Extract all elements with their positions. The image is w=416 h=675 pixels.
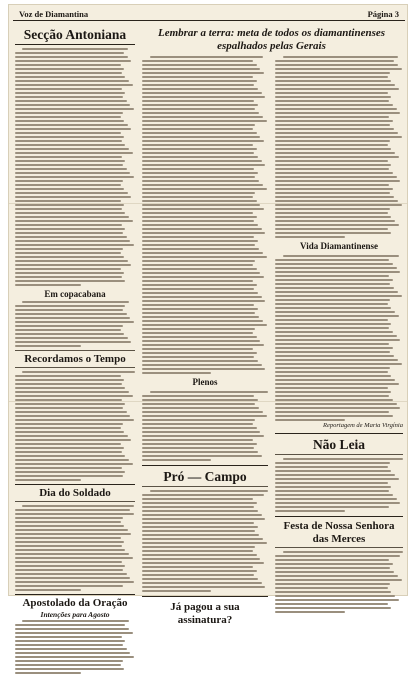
- text-block: [15, 300, 135, 348]
- illegible-text-line: [275, 509, 403, 513]
- text-block: [142, 489, 268, 593]
- heading-apostolado: Apostolado da Oração: [22, 597, 128, 609]
- text-block: [15, 619, 135, 675]
- text-block: [15, 370, 135, 482]
- illegible-text-line: [15, 588, 135, 592]
- heading-recordamos: Recordamos o Tempo: [24, 353, 126, 365]
- illegible-text-line: [275, 235, 403, 239]
- illegible-text-line: [142, 371, 268, 375]
- illegible-text-line: [275, 610, 403, 614]
- column-3: [275, 27, 403, 593]
- text-block: [15, 504, 135, 592]
- heading-seccao-antoniana: Secção Antoniana: [23, 27, 127, 42]
- text-block: [275, 254, 403, 422]
- heading-vida-diamantinense: Vida Diamantinense: [300, 241, 378, 251]
- text-block: [142, 390, 268, 462]
- page-number: Página 3: [367, 9, 399, 19]
- illegible-text-line: [142, 589, 268, 593]
- masthead: [13, 8, 405, 21]
- heading-plenos: Plenos: [192, 377, 218, 387]
- heading-festa-merces: Festa de Nossa Senhora das Merces: [283, 520, 395, 545]
- text-block: [15, 47, 135, 287]
- illegible-text-line: [15, 283, 135, 287]
- newspaper-title: Voz de Diamantina: [19, 9, 89, 19]
- heading-pro-campo: Pró — Campo: [163, 469, 247, 484]
- illegible-text-line: [15, 344, 135, 348]
- text-block: [142, 55, 268, 375]
- heading-em-copacabana: Em copacabana: [44, 289, 106, 299]
- newspaper-page: [8, 4, 408, 626]
- text-block: [275, 550, 403, 614]
- banner-headline: Lembrar a terra: meta de todos os diamantinenses espalhados pelas Gerais: [157, 27, 386, 52]
- illegible-text-line: [15, 478, 135, 482]
- illegible-text-line: [15, 671, 135, 675]
- heading-dia-soldado: Dia do Soldado: [39, 487, 111, 499]
- text-block: [275, 457, 403, 513]
- text-block: [275, 55, 403, 239]
- column-1: [15, 27, 135, 619]
- banner-headline-wrap: [142, 27, 401, 53]
- heading-nao-leia: Não Leia: [312, 437, 366, 452]
- subheading-apostolado: Intenções para Agosto: [40, 610, 110, 619]
- byline-reportagem: Reportagem de Maria Virgínia: [323, 422, 403, 429]
- illegible-text-line: [142, 458, 268, 462]
- heading-ja-pagou: Já pagou a sua assinatura?: [170, 601, 240, 626]
